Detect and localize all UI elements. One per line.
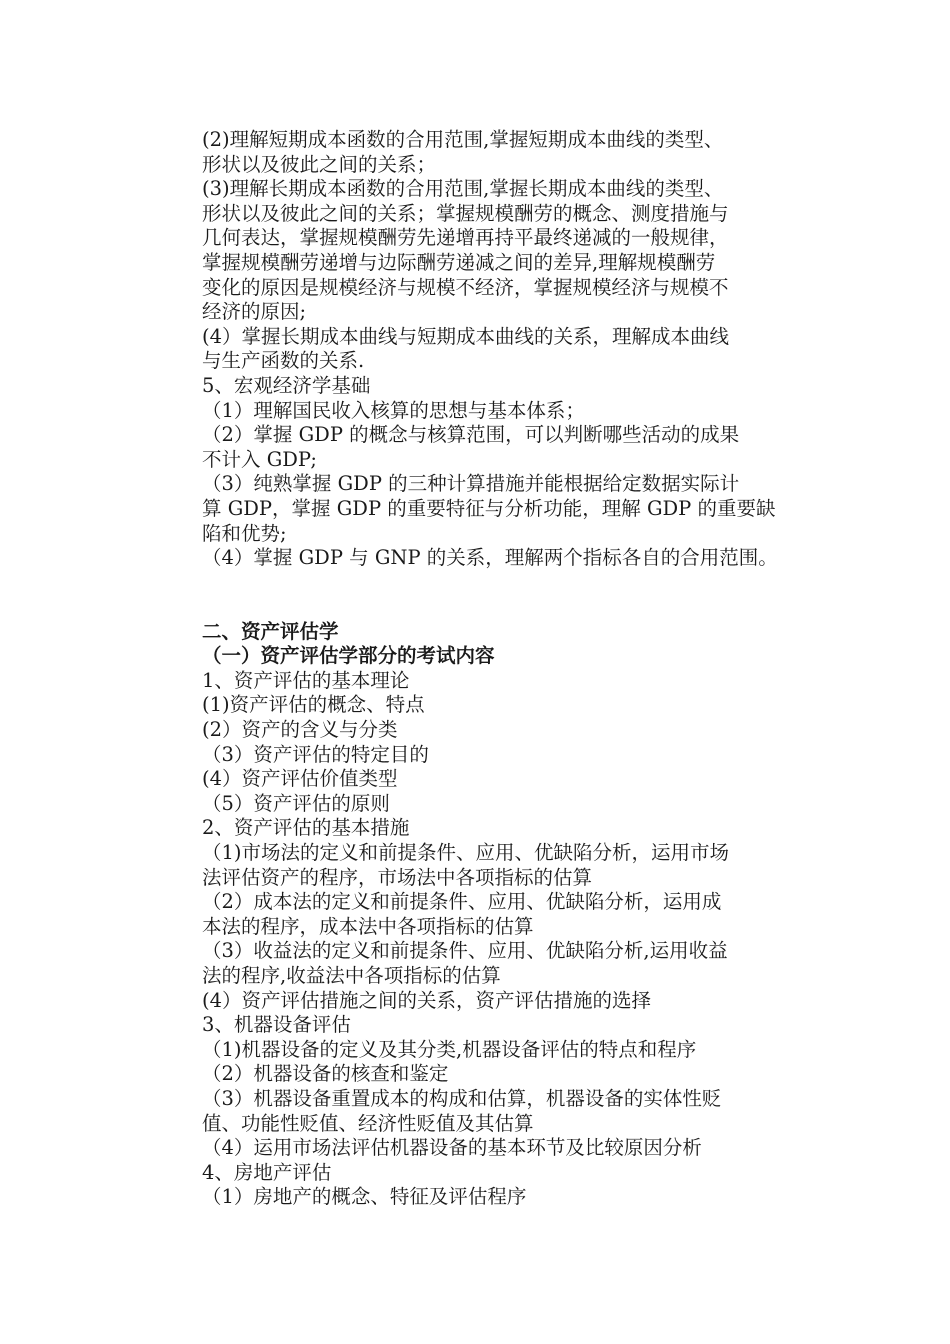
list-item: （1）房地产的概念、特征及评估程序 — [202, 1185, 527, 1209]
paragraph-short-run-cost: (2)理解短期成本函数的合用范围,掌握短期成本曲线的类型、 形状以及彼此之间的关系； — [202, 128, 724, 176]
section-title: 二、资产评估学 — [202, 619, 339, 643]
paragraph-gdp-gnp: （4）掌握 GDP 与 GNP 的关系，理解两个指标各自的合用范围。 — [202, 546, 778, 570]
list-item: 3、机器设备评估 — [202, 1013, 351, 1037]
list-item: （2）机器设备的核查和鉴定 — [202, 1062, 449, 1086]
list-item: （3）机器设备重置成本的构成和估算，机器设备的实体性贬 值、功能性贬值、经济性贬值及其估算 — [202, 1086, 722, 1135]
list-item: 4、房地产评估 — [202, 1160, 332, 1184]
list-item: (4）资产评估措施之间的关系，资产评估措施的选择 — [202, 988, 652, 1012]
list-item: （5）资产评估的原则 — [202, 791, 390, 815]
list-item: （2）成本法的定义和前提条件、应用、优缺陷分析，运用成 本法的程序，成本法中各项指标的估算 — [202, 890, 722, 938]
paragraph-cost-curve-relation: (4）掌握长期成本曲线与短期成本曲线的关系，理解成本曲线 与生产函数的关系. — [202, 324, 730, 373]
section-gap — [202, 571, 812, 620]
paragraph-long-run-cost: (3)理解长期成本函数的合用范围,掌握长期成本曲线的类型、 形状以及彼此之间的关系；掌握规模酬劳的概念、测度措施与 几何表达，掌握规模酬劳先递增再持平最终递减的一般规律， 掌握规模酬劳递增与边际酬劳递减之间的差异,理解规模酬劳 变化的原因是规模经济与规模不经济，掌握规模经济与规模不 经济的原因; — [202, 177, 729, 324]
list-item: (1)资产评估的概念、特点 — [202, 693, 425, 717]
list-item: （4）运用市场法评估机器设备的基本环节及比较原因分析 — [202, 1136, 702, 1160]
list-item: (4）资产评估价值类型 — [202, 767, 398, 791]
document-page — [202, 128, 812, 1210]
topic-macroeconomics: 5、宏观经济学基础 — [202, 373, 371, 397]
paragraph-gdp-calculation: （3）纯熟掌握 GDP 的三种计算措施并能根据给定数据实际计 算 GDP，掌握 GDP 的重要特征与分析功能，理解 GDP 的重要缺 陷和优势; — [202, 472, 776, 545]
list-item: （1)市场法的定义和前提条件、应用、优缺陷分析，运用市场 法评估资产的程序，市场法中各项指标的估算 — [202, 841, 730, 889]
list-item: 2、资产评估的基本措施 — [202, 816, 410, 840]
list-item: （3）收益法的定义和前提条件、应用、优缺陷分析,运用收益 法的程序,收益法中各项指标的估算 — [202, 939, 728, 987]
list-item: （1)机器设备的定义及其分类,机器设备评估的特点和程序 — [202, 1037, 697, 1061]
paragraph-gdp-concept: （2）掌握 GDP 的概念与核算范围，可以判断哪些活动的成果 不计入 GDP; — [202, 423, 740, 471]
list-item: (2）资产的含义与分类 — [202, 718, 398, 742]
list-item: （3）资产评估的特定目的 — [202, 742, 429, 766]
list-item: 1、资产评估的基本理论 — [202, 668, 410, 692]
paragraph-national-income: （1）理解国民收入核算的思想与基本体系； — [202, 398, 585, 422]
section-subtitle: （一）资产评估学部分的考试内容 — [202, 644, 495, 668]
